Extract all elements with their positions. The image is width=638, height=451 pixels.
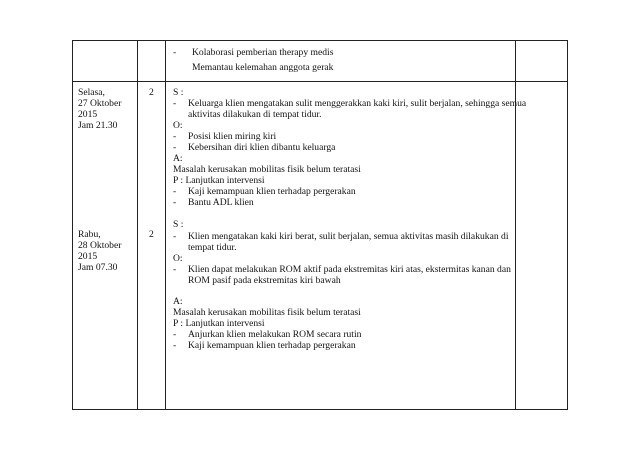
entry1-a-label: A: [173,153,183,164]
bullet: - [173,47,177,58]
entry2-p-item-1: Anjurkan klien melakukan ROM secara rutin [188,329,362,340]
entry1-date: 27 Oktober [78,98,122,109]
entry1-p-item-2: Bantu ADL klien [188,197,254,208]
bullet: - [173,231,177,242]
entry2-s-item-1-cont: tempat tidur. [188,242,237,253]
entry1-p-item-1: Kaji kemampuan klien terhadap pergerakan [188,186,356,197]
entry2-day: Rabu, [78,229,101,240]
entry1-s-item-1-cont: aktivitas dilakukan di tempat tidur. [188,109,322,120]
entry1-time: Jam 21.30 [78,120,118,131]
entry1-o-label: O: [173,120,183,131]
bullet: - [173,264,177,275]
table-col-divider-2 [165,40,166,410]
entry1-p-text: P : Lanjutkan intervensi [173,175,265,186]
entry2-a-text: Masalah kerusakan mobilitas fisik belum teratasi [173,307,361,318]
table-col-divider-1 [137,40,138,410]
entry2-a-label: A: [173,296,183,307]
entry1-s-label: S : [173,87,184,98]
table-col-divider-3 [515,40,516,410]
table-row-divider [72,81,568,82]
table-border-bottom [72,409,568,410]
entry1-day: Selasa, [78,87,105,98]
entry2-o-item-1: Klien dapat melakukan ROM aktif pada ekstremitas kiri atas, ekstermitas kanan dan [188,264,511,275]
row0-line-1: Kolaborasi pemberian therapy medis [192,47,334,58]
entry1-year: 2015 [78,109,98,120]
entry1-diagnosis-number: 2 [149,87,154,98]
entry2-time: Jam 07.30 [78,262,118,273]
entry1-o-item-2: Kebersihan diri klien dibantu keluarga [188,142,336,153]
entry2-p-item-2: Kaji kemampuan klien terhadap pergerakan [188,340,356,351]
table-border-top [72,40,568,41]
bullet: - [173,98,177,109]
entry1-a-text: Masalah kerusakan mobilitas fisik belum teratasi [173,164,361,175]
entry2-s-label: S : [173,219,184,230]
entry1-o-item-1: Posisi klien miring kiri [188,131,277,142]
entry2-s-item-1: Klien mengatakan kaki kiri berat, sulit berjalan, semua aktivitas masih dilakukan di [188,231,509,242]
entry2-diagnosis-number: 2 [149,229,154,240]
row0-line-2: Memantau kelemahan anggota gerak [192,62,334,73]
table-border-left [72,40,73,410]
table-border-right [567,40,568,410]
bullet: - [173,197,177,208]
bullet: - [173,329,177,340]
entry2-p-text: P : Lanjutkan intervensi [173,318,265,329]
entry2-date: 28 Oktober [78,240,122,251]
bullet: - [173,186,177,197]
entry2-year: 2015 [78,251,98,262]
bullet: - [173,131,177,142]
entry2-o-label: O: [173,253,183,264]
entry1-s-item-1: Keluarga klien mengatakan sulit menggerakkan kaki kiri, sulit berjalan, sehingga semua [188,98,527,109]
bullet: - [173,142,177,153]
bullet: - [173,340,177,351]
entry2-o-item-1-cont: ROM pasif pada ekstremitas kiri bawah [188,275,341,286]
